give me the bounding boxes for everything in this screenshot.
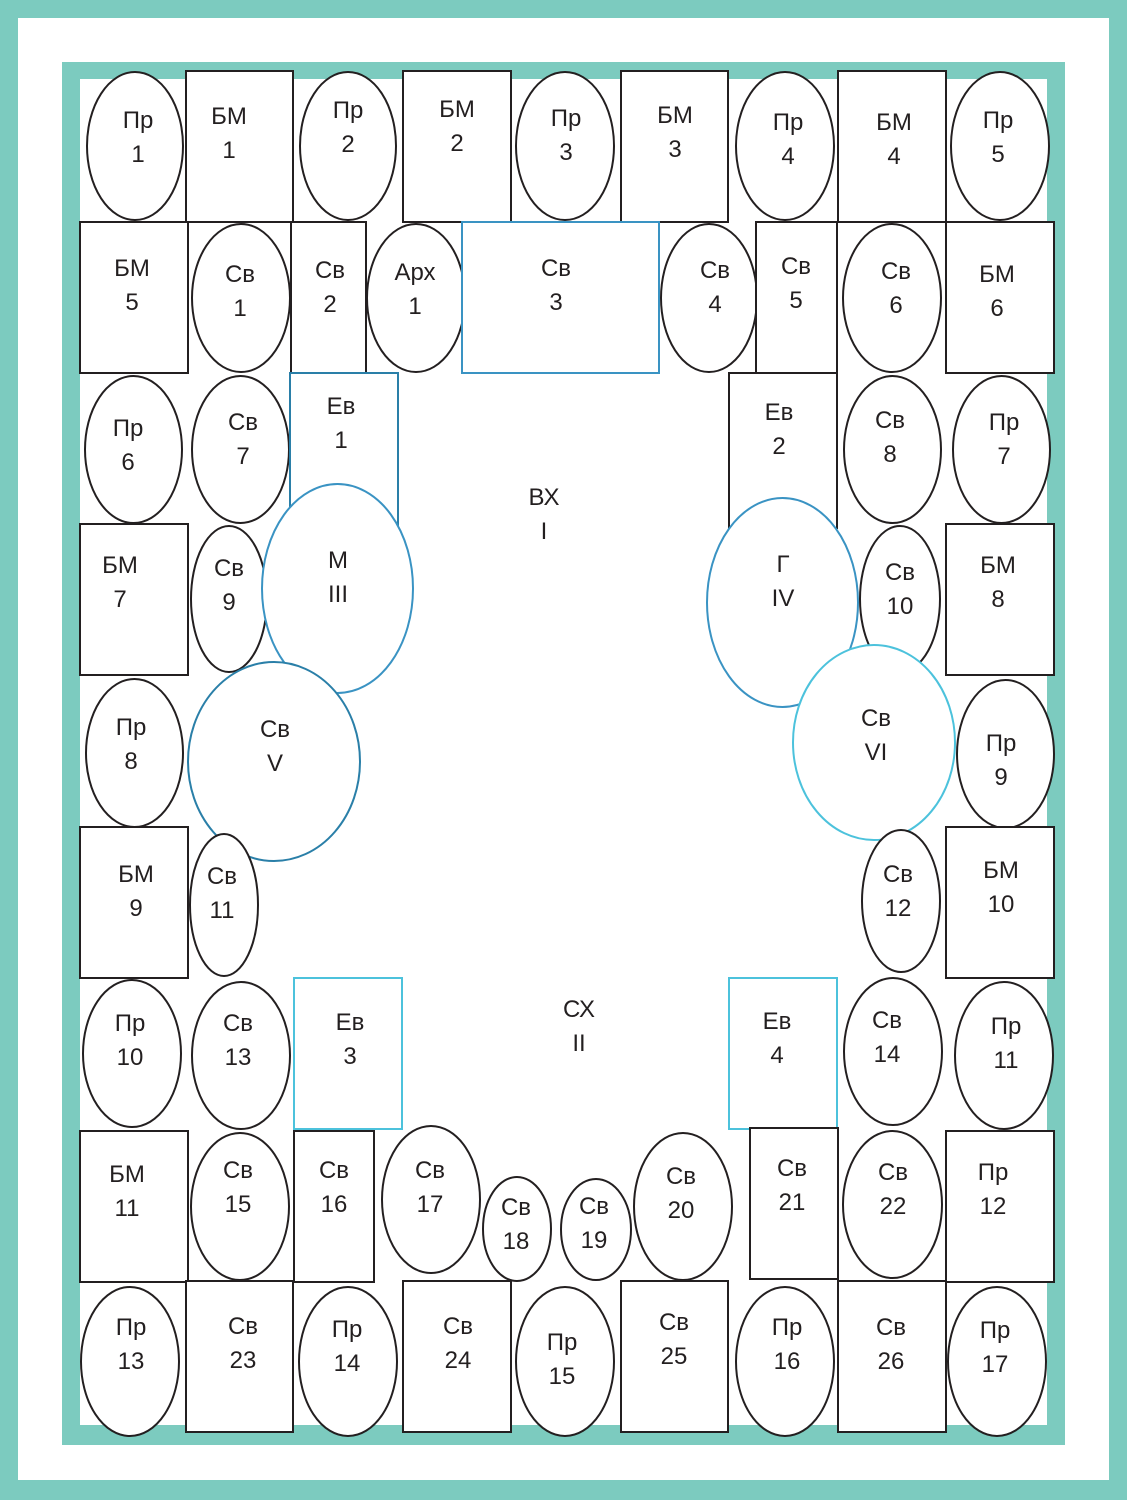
pr-9-label-line: 9 xyxy=(994,764,1008,791)
sv-1-label-line: Св xyxy=(224,261,256,288)
sh-ii-label-line: СХ xyxy=(563,996,595,1023)
pr-11-label-line: Пр xyxy=(990,1013,1022,1040)
bm-3-label-line: БМ xyxy=(657,102,693,129)
shape-sv-1 xyxy=(192,224,290,372)
shape-sv-6 xyxy=(843,224,941,372)
shape-ev-4 xyxy=(729,978,837,1129)
bm-7-box xyxy=(80,524,188,675)
pr-4-label-line: 4 xyxy=(781,143,795,170)
sv-19-label-line: 19 xyxy=(580,1227,608,1254)
shape-sv-26 xyxy=(838,1281,946,1432)
ev-3-label-line: 3 xyxy=(343,1043,357,1070)
pr-2-label-line: Пр xyxy=(332,97,364,124)
shape-sv-8 xyxy=(844,376,941,523)
sv-v-label-line: Св xyxy=(259,716,291,743)
sv-7-label-line: Св xyxy=(227,409,259,436)
shape-m-iii xyxy=(262,484,413,693)
m-iii-label-line: М xyxy=(328,547,348,574)
sv-23-label-line: Св xyxy=(227,1313,259,1340)
sv-26-label-line: 26 xyxy=(877,1348,905,1375)
pr-16-label-line: 16 xyxy=(773,1348,801,1375)
sv-9-label-line: 9 xyxy=(222,589,236,616)
sv-6-label-line: Св xyxy=(880,258,912,285)
sv-3-label-line: Св xyxy=(540,255,572,282)
arh-1-label-line: 1 xyxy=(408,293,422,320)
pr-17-label-line: Пр xyxy=(979,1317,1011,1344)
pr-15-ellipse xyxy=(516,1287,614,1436)
sv-15-label-line: Св xyxy=(222,1157,254,1184)
vh-i-label-line: ВХ xyxy=(528,484,560,511)
sv-26-label-line: Св xyxy=(875,1314,907,1341)
pr-8-label-line: Пр xyxy=(115,714,147,741)
sv-17-label-line: Св xyxy=(414,1157,446,1184)
ev-3-label-line: Ев xyxy=(335,1009,365,1036)
pr-5-label-line: Пр xyxy=(982,107,1014,134)
shape-bm-2 xyxy=(403,71,511,222)
bm-5-label-line: БМ xyxy=(114,255,150,282)
shape-sv-7 xyxy=(192,376,289,523)
ev-1-label-line: Ев xyxy=(326,393,356,420)
shape-pr-10 xyxy=(83,980,181,1127)
bm-4-label-line: БМ xyxy=(876,109,912,136)
shape-bm-4 xyxy=(838,71,946,222)
shape-pr-1 xyxy=(87,72,183,220)
sv-vi-label-line: VI xyxy=(864,739,888,766)
g-iv-label-line: Г xyxy=(776,551,790,578)
pr-6-label-line: 6 xyxy=(121,449,135,476)
shape-arh-1 xyxy=(367,224,465,372)
shape-sv-v xyxy=(188,662,360,861)
pr-15-label-line: Пр xyxy=(546,1329,578,1356)
pr-5-label-line: 5 xyxy=(991,141,1005,168)
shape-sv-4 xyxy=(661,224,757,372)
bm-11-label-line: БМ xyxy=(109,1161,145,1188)
shape-bm-5 xyxy=(80,222,188,373)
sv-15-label-line: 15 xyxy=(224,1191,252,1218)
bm-6-label-line: БМ xyxy=(979,261,1015,288)
bm-2-label-line: БМ xyxy=(439,96,475,123)
sv-19-label-line: Св xyxy=(578,1193,610,1220)
sv-4-label-line: 4 xyxy=(708,291,722,318)
bm-9-label-line: 9 xyxy=(129,895,143,922)
shape-pr-3 xyxy=(516,72,614,220)
shape-pr-5 xyxy=(951,72,1049,220)
sv-25-label-line: Св xyxy=(658,1309,690,1336)
shape-sv-24 xyxy=(403,1281,511,1432)
bm-7-label-line: БМ xyxy=(102,552,138,579)
shape-sv-11 xyxy=(190,834,258,976)
ev-2-label-line: 2 xyxy=(772,433,786,460)
shape-sv-16 xyxy=(294,1131,374,1282)
m-iii-label-line: III xyxy=(327,581,349,608)
sv-10-label-line: 10 xyxy=(886,593,914,620)
sv-10-label-line: Св xyxy=(884,559,916,586)
pr-4-label-line: Пр xyxy=(772,109,804,136)
sv-22-label-line: 22 xyxy=(879,1193,907,1220)
shape-sv-13 xyxy=(192,982,290,1129)
sv-18-label-line: Св xyxy=(500,1194,532,1221)
sv-4-label-line: Св xyxy=(699,257,731,284)
bm-10-label-line: 10 xyxy=(987,891,1015,918)
shape-sv-vi xyxy=(793,645,955,840)
pr-9-label-line: Пр xyxy=(985,730,1017,757)
shape-pr-15 xyxy=(516,1287,614,1436)
sv-23-label-line: 23 xyxy=(229,1347,257,1374)
shape-sv-12 xyxy=(862,830,940,972)
sv-24-label-line: 24 xyxy=(444,1347,472,1374)
shape-pr-17 xyxy=(948,1287,1046,1436)
sv-13-label-line: Св xyxy=(222,1010,254,1037)
sv-v-label-line: V xyxy=(266,750,284,777)
shape-pr-8 xyxy=(86,679,183,827)
shape-pr-6 xyxy=(85,376,182,523)
pr-7-label-line: Пр xyxy=(988,409,1020,436)
pr-1-label-line: Пр xyxy=(122,107,154,134)
sv-6-label-line: 6 xyxy=(889,292,903,319)
pr-12-label-line: 12 xyxy=(979,1193,1007,1220)
pr-14-label-line: 14 xyxy=(333,1350,361,1377)
pr-8-label-line: 8 xyxy=(124,748,138,775)
pr-2-label-line: 2 xyxy=(341,131,355,158)
sv-13-label-line: 13 xyxy=(224,1044,252,1071)
shape-pr-12 xyxy=(946,1131,1054,1282)
sv-8-label-line: 8 xyxy=(883,441,897,468)
shape-bm-1 xyxy=(186,71,293,222)
pr-14-label-line: Пр xyxy=(331,1316,363,1343)
pr-15-label-line: 15 xyxy=(548,1363,576,1390)
sv-5-label-line: 5 xyxy=(789,287,803,314)
ev-4-label-line: Ев xyxy=(762,1008,792,1035)
bm-7-label-line: 7 xyxy=(113,586,127,613)
shape-sv-21 xyxy=(750,1128,838,1279)
shape-sv-5 xyxy=(756,222,837,373)
pr-17-label-line: 17 xyxy=(981,1351,1009,1378)
bm-1-label-line: БМ xyxy=(211,103,247,130)
sv-2-label-line: 2 xyxy=(323,291,337,318)
shape-pr-13 xyxy=(81,1287,179,1436)
shape-pr-11 xyxy=(955,982,1053,1129)
sv-22-label-line: Св xyxy=(877,1159,909,1186)
arh-1-label-line: Арх xyxy=(394,259,436,286)
shape-sv-25 xyxy=(621,1281,728,1432)
sv-12-label-line: Св xyxy=(882,861,914,888)
pr-1-label-line: 1 xyxy=(131,141,145,168)
shape-sv-17 xyxy=(382,1126,480,1273)
sv-12-label-line: 12 xyxy=(884,895,912,922)
bm-11-label-line: 11 xyxy=(114,1195,140,1222)
shape-bm-10 xyxy=(946,827,1054,978)
shape-bm-9 xyxy=(80,827,188,978)
sv-21-label-line: Св xyxy=(776,1155,808,1182)
sv-16-label-line: Св xyxy=(318,1157,350,1184)
shape-sv-20 xyxy=(634,1133,732,1280)
pr-3-label-line: Пр xyxy=(550,105,582,132)
sv-14-label-line: 14 xyxy=(873,1041,901,1068)
sv-17-label-line: 17 xyxy=(416,1191,444,1218)
sv-3-label-line: 3 xyxy=(549,289,563,316)
sv-21-label-line: 21 xyxy=(778,1189,806,1216)
sv-11-label-line: 11 xyxy=(209,897,235,924)
bm-3-label-line: 3 xyxy=(668,136,682,163)
shape-sv-15 xyxy=(191,1133,289,1280)
bm-10-label-line: БМ xyxy=(983,857,1019,884)
shape-bm-11 xyxy=(80,1131,188,1282)
g-iv-label-line: IV xyxy=(771,585,795,612)
shape-sv-2 xyxy=(291,222,366,373)
bm-4-label-line: 4 xyxy=(887,143,901,170)
ev-1-label-line: 1 xyxy=(334,427,348,454)
shape-pr-2 xyxy=(300,72,396,220)
sv-2-label-line: Св xyxy=(314,257,346,284)
shape-pr-7 xyxy=(953,376,1050,523)
shape-sv-18 xyxy=(483,1177,551,1281)
shape-sv-14 xyxy=(844,978,942,1125)
bm-8-label-line: БМ xyxy=(980,552,1016,579)
shape-bm-6 xyxy=(946,222,1054,373)
sv-11-label-line: Св xyxy=(206,863,238,890)
sv-vi-label-line: Св xyxy=(860,705,892,732)
sv-8-label-line: Св xyxy=(874,407,906,434)
shape-sv-9 xyxy=(191,526,267,672)
shape-pr-16 xyxy=(736,1287,834,1436)
pr-7-label-line: 7 xyxy=(997,443,1011,470)
shape-ev-3 xyxy=(294,978,402,1129)
pr-10-label-line: Пр xyxy=(114,1010,146,1037)
pr-13-label-line: Пр xyxy=(115,1314,147,1341)
ev-4-label-line: 4 xyxy=(770,1042,784,1069)
shape-sv-3 xyxy=(462,222,659,373)
sv-25-label-line: 25 xyxy=(660,1343,688,1370)
sv-14-label-line: Св xyxy=(871,1007,903,1034)
sv-1-label-line: 1 xyxy=(233,295,247,322)
shape-bm-7 xyxy=(80,524,188,675)
shape-sv-23 xyxy=(186,1281,293,1432)
shape-pr-4 xyxy=(736,72,834,220)
bm-1-label-line: 1 xyxy=(222,137,236,164)
bm-8-label-line: 8 xyxy=(991,586,1005,613)
shape-pr-9 xyxy=(957,680,1054,828)
bm-2-label-line: 2 xyxy=(450,130,464,157)
bm-9-label-line: БМ xyxy=(118,861,154,888)
shape-bm-3 xyxy=(621,71,728,222)
bm-5-label-line: 5 xyxy=(125,289,139,316)
sh-ii-label-line: II xyxy=(572,1030,586,1057)
sv-24-label-line: Св xyxy=(442,1313,474,1340)
pr-3-label-line: 3 xyxy=(559,139,573,166)
ev-2-label-line: Ев xyxy=(764,399,794,426)
vh-i-label-line: I xyxy=(540,518,548,545)
shape-sv-19 xyxy=(561,1179,631,1280)
pr-11-label-line: 11 xyxy=(993,1047,1019,1074)
pr-10-label-line: 10 xyxy=(116,1044,144,1071)
pr-6-label-line: Пр xyxy=(112,415,144,442)
sv-9-label-line: Св xyxy=(213,555,245,582)
sv-7-label-line: 7 xyxy=(236,443,250,470)
sv-20-label-line: Св xyxy=(665,1163,697,1190)
pr-16-label-line: Пр xyxy=(771,1314,803,1341)
pr-13-label-line: 13 xyxy=(117,1348,145,1375)
sv-5-label-line: Св xyxy=(780,253,812,280)
sv-16-label-line: 16 xyxy=(320,1191,348,1218)
shape-bm-8 xyxy=(946,524,1054,675)
sv-18-label-line: 18 xyxy=(502,1228,530,1255)
bm-1-box xyxy=(186,71,293,222)
bm-6-label-line: 6 xyxy=(990,295,1004,322)
shape-pr-14 xyxy=(299,1287,397,1436)
sv-20-label-line: 20 xyxy=(667,1197,695,1224)
shape-sv-22 xyxy=(843,1131,942,1278)
pr-12-label-line: Пр xyxy=(977,1159,1009,1186)
